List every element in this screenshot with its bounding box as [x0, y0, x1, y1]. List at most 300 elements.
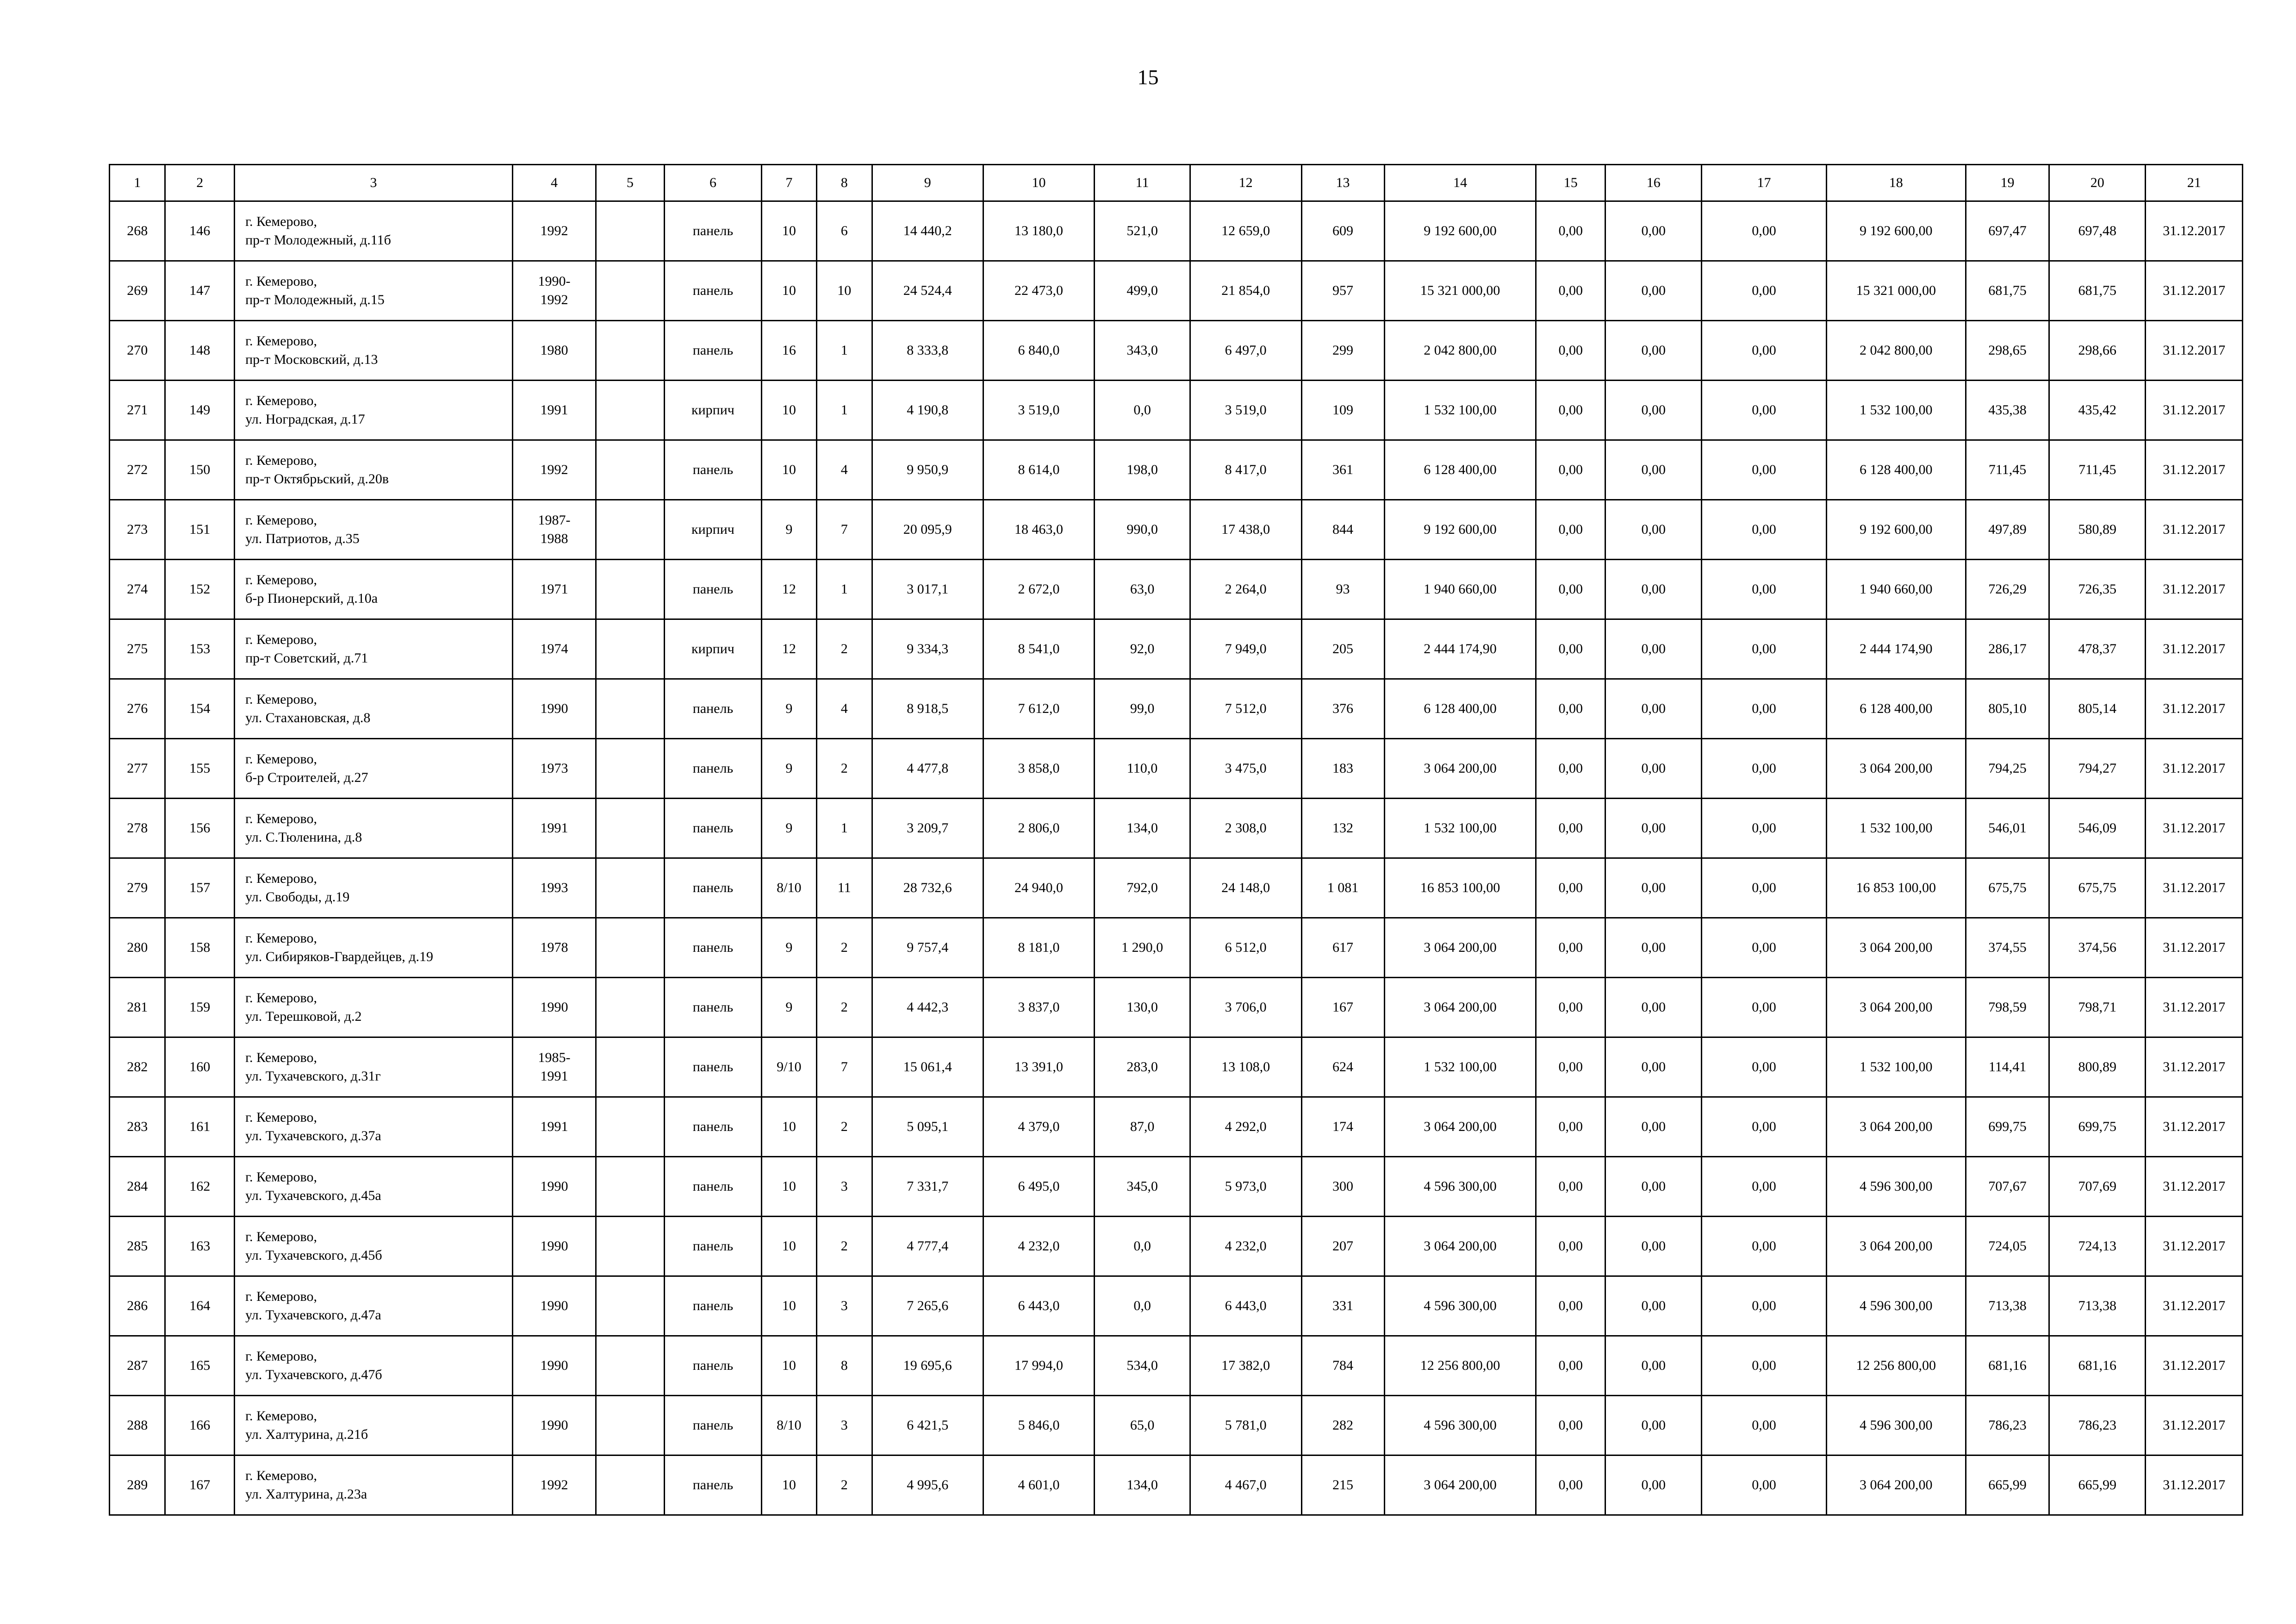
unit-cost-cell: 798,59 — [1966, 978, 2049, 1037]
funding-cell: 0,00 — [1702, 1276, 1826, 1336]
table-row — [110, 261, 2243, 321]
address-street: б-р Пионерский, д.10а — [245, 591, 378, 606]
floors-cell: 10 — [762, 381, 816, 440]
column-5-cell — [596, 1396, 665, 1455]
row-number-cell: 268 — [110, 201, 165, 261]
residential-area-cell: 2 264,0 — [1190, 560, 1301, 619]
completion-date-cell: 31.12.2017 — [2146, 261, 2243, 321]
completion-date-cell: 31.12.2017 — [2146, 1037, 2243, 1097]
address-cell — [235, 619, 513, 679]
commissioning-year-cell — [513, 381, 596, 440]
wall-material-cell: кирпич — [664, 381, 761, 440]
total-cost-cell: 3 064 200,00 — [1384, 1455, 1536, 1515]
residential-area-cell: 17 438,0 — [1190, 500, 1301, 560]
funding-cell: 0,00 — [1605, 1336, 1702, 1396]
column-5-cell — [596, 440, 665, 500]
owners-funds-cell: 1 532 100,00 — [1826, 381, 1966, 440]
wall-material-cell: панель — [664, 1217, 761, 1276]
wall-material-cell: панель — [664, 201, 761, 261]
year-line: 1992 — [540, 1477, 568, 1493]
entrances-cell: 2 — [816, 739, 872, 799]
premises-area-cell: 2 806,0 — [983, 799, 1095, 858]
wall-material-cell: панель — [664, 1455, 761, 1515]
funding-cell: 0,00 — [1702, 619, 1826, 679]
premises-area-cell: 18 463,0 — [983, 500, 1095, 560]
wall-material-cell: панель — [664, 1157, 761, 1217]
total-cost-cell: 9 192 600,00 — [1384, 201, 1536, 261]
residential-area-cell: 7 949,0 — [1190, 619, 1301, 679]
unit-cost-cell: 374,55 — [1966, 918, 2049, 978]
commissioning-year-cell — [513, 560, 596, 619]
floors-cell: 10 — [762, 1455, 816, 1515]
object-number-cell: 165 — [165, 1336, 235, 1396]
wall-material-cell: кирпич — [664, 619, 761, 679]
residential-area-cell: 17 382,0 — [1190, 1336, 1301, 1396]
address-cell — [235, 440, 513, 500]
address-street: ул. Терешковой, д.2 — [245, 1009, 362, 1024]
residents-cell: 167 — [1301, 978, 1384, 1037]
completion-date-cell: 31.12.2017 — [2146, 679, 2243, 739]
unit-cost-limit-cell: 697,48 — [2049, 201, 2146, 261]
residential-area-cell: 6 512,0 — [1190, 918, 1301, 978]
premises-area-cell: 5 846,0 — [983, 1396, 1095, 1455]
address-street: пр-т Московский, д.13 — [245, 352, 378, 367]
funding-cell: 0,00 — [1536, 381, 1605, 440]
address-city: г. Кемерово, — [245, 1289, 317, 1304]
year-line: 1990 — [540, 1358, 568, 1373]
floors-cell: 8/10 — [762, 858, 816, 918]
column-number-11: 11 — [1095, 165, 1190, 201]
row-number-cell: 282 — [110, 1037, 165, 1097]
address-cell — [235, 799, 513, 858]
unit-cost-cell: 726,29 — [1966, 560, 2049, 619]
commissioning-year-cell — [513, 321, 596, 381]
row-number-cell: 283 — [110, 1097, 165, 1157]
year-line: 1991 — [540, 402, 568, 418]
wall-material-cell: панель — [664, 560, 761, 619]
address-city: г. Кемерово, — [245, 274, 317, 289]
address-street: ул. Тухачевского, д.47а — [245, 1307, 381, 1323]
unit-cost-cell: 546,01 — [1966, 799, 2049, 858]
premises-area-cell: 4 601,0 — [983, 1455, 1095, 1515]
total-area-cell: 8 333,8 — [872, 321, 983, 381]
total-cost-cell: 4 596 300,00 — [1384, 1157, 1536, 1217]
floors-cell: 10 — [762, 1276, 816, 1336]
column-5-cell — [596, 1217, 665, 1276]
address-city: г. Кемерово, — [245, 871, 317, 886]
funding-cell: 0,00 — [1605, 201, 1702, 261]
total-area-cell: 9 950,9 — [872, 440, 983, 500]
completion-date-cell: 31.12.2017 — [2146, 739, 2243, 799]
object-number-cell: 166 — [165, 1396, 235, 1455]
owners-funds-cell: 3 064 200,00 — [1826, 918, 1966, 978]
address-street: ул. Тухачевского, д.45а — [245, 1188, 381, 1203]
address-city: г. Кемерово, — [245, 1050, 317, 1065]
object-number-cell: 151 — [165, 500, 235, 560]
funding-cell: 0,00 — [1605, 619, 1702, 679]
funding-cell: 0,00 — [1605, 1037, 1702, 1097]
residential-area-cell: 6 443,0 — [1190, 1276, 1301, 1336]
row-number-cell: 289 — [110, 1455, 165, 1515]
commissioning-year-cell — [513, 1336, 596, 1396]
commissioning-year-cell — [513, 619, 596, 679]
funding-cell: 0,00 — [1536, 978, 1605, 1037]
table-row — [110, 619, 2243, 679]
residents-cell: 624 — [1301, 1037, 1384, 1097]
total-cost-cell: 2 444 174,90 — [1384, 619, 1536, 679]
commissioning-year-cell — [513, 1097, 596, 1157]
total-area-cell: 20 095,9 — [872, 500, 983, 560]
column-5-cell — [596, 619, 665, 679]
unit-cost-cell: 786,23 — [1966, 1396, 2049, 1455]
wall-material-cell: панель — [664, 321, 761, 381]
funding-cell: 0,00 — [1536, 1336, 1605, 1396]
address-city: г. Кемерово, — [245, 692, 317, 707]
unit-cost-limit-cell: 681,16 — [2049, 1336, 2146, 1396]
funding-cell: 0,00 — [1605, 1455, 1702, 1515]
total-area-cell: 3 209,7 — [872, 799, 983, 858]
unit-cost-cell: 675,75 — [1966, 858, 2049, 918]
column-5-cell — [596, 679, 665, 739]
entrances-cell: 1 — [816, 321, 872, 381]
address-cell — [235, 1455, 513, 1515]
residents-cell: 609 — [1301, 201, 1384, 261]
non-residential-area-cell: 130,0 — [1095, 978, 1190, 1037]
floors-cell: 10 — [762, 261, 816, 321]
funding-cell: 0,00 — [1605, 560, 1702, 619]
wall-material-cell: панель — [664, 799, 761, 858]
funding-cell: 0,00 — [1536, 1037, 1605, 1097]
row-number-cell: 280 — [110, 918, 165, 978]
funding-cell: 0,00 — [1536, 1097, 1605, 1157]
funding-cell: 0,00 — [1536, 261, 1605, 321]
entrances-cell: 1 — [816, 560, 872, 619]
address-cell — [235, 918, 513, 978]
address-street: ул. Халтурина, д.21б — [245, 1427, 368, 1442]
unit-cost-limit-cell: 374,56 — [2049, 918, 2146, 978]
funding-cell: 0,00 — [1536, 1217, 1605, 1276]
unit-cost-cell: 805,10 — [1966, 679, 2049, 739]
unit-cost-cell: 298,65 — [1966, 321, 2049, 381]
funding-cell: 0,00 — [1536, 918, 1605, 978]
floors-cell: 10 — [762, 440, 816, 500]
column-5-cell — [596, 261, 665, 321]
owners-funds-cell: 3 064 200,00 — [1826, 1455, 1966, 1515]
non-residential-area-cell: 134,0 — [1095, 799, 1190, 858]
owners-funds-cell: 2 042 800,00 — [1826, 321, 1966, 381]
residents-cell: 957 — [1301, 261, 1384, 321]
commissioning-year-cell — [513, 1455, 596, 1515]
object-number-cell: 147 — [165, 261, 235, 321]
column-number-12: 12 — [1190, 165, 1301, 201]
column-5-cell — [596, 1097, 665, 1157]
address-street: ул. Ноградская, д.17 — [245, 412, 365, 427]
commissioning-year-cell — [513, 858, 596, 918]
address-street: ул. Тухачевского, д.37а — [245, 1128, 381, 1143]
row-number-cell: 287 — [110, 1336, 165, 1396]
residents-cell: 93 — [1301, 560, 1384, 619]
wall-material-cell: панель — [664, 440, 761, 500]
funding-cell: 0,00 — [1702, 858, 1826, 918]
non-residential-area-cell: 99,0 — [1095, 679, 1190, 739]
entrances-cell: 7 — [816, 1037, 872, 1097]
total-area-cell: 24 524,4 — [872, 261, 983, 321]
completion-date-cell: 31.12.2017 — [2146, 918, 2243, 978]
object-number-cell: 158 — [165, 918, 235, 978]
address-street: ул. С.Тюленина, д.8 — [245, 830, 362, 845]
table-row — [110, 1157, 2243, 1217]
object-number-cell: 150 — [165, 440, 235, 500]
completion-date-cell: 31.12.2017 — [2146, 1455, 2243, 1515]
floors-cell: 10 — [762, 1336, 816, 1396]
column-number-7: 7 — [762, 165, 816, 201]
unit-cost-limit-cell: 713,38 — [2049, 1276, 2146, 1336]
funding-cell: 0,00 — [1702, 500, 1826, 560]
funding-cell: 0,00 — [1702, 1455, 1826, 1515]
address-city: г. Кемерово, — [245, 453, 317, 468]
non-residential-area-cell: 198,0 — [1095, 440, 1190, 500]
total-cost-cell: 2 042 800,00 — [1384, 321, 1536, 381]
non-residential-area-cell: 0,0 — [1095, 1217, 1190, 1276]
address-city: г. Кемерово, — [245, 751, 317, 767]
column-5-cell — [596, 799, 665, 858]
floors-cell: 16 — [762, 321, 816, 381]
table-row — [110, 500, 2243, 560]
non-residential-area-cell: 343,0 — [1095, 321, 1190, 381]
unit-cost-cell: 794,25 — [1966, 739, 2049, 799]
address-cell — [235, 1276, 513, 1336]
premises-area-cell: 2 672,0 — [983, 560, 1095, 619]
commissioning-year-cell — [513, 799, 596, 858]
address-cell — [235, 1097, 513, 1157]
year-line: 1990 — [540, 1298, 568, 1313]
column-number-5: 5 — [596, 165, 665, 201]
column-5-cell — [596, 978, 665, 1037]
address-cell — [235, 1217, 513, 1276]
total-area-cell: 9 757,4 — [872, 918, 983, 978]
non-residential-area-cell: 0,0 — [1095, 1276, 1190, 1336]
wall-material-cell: панель — [664, 1037, 761, 1097]
column-5-cell — [596, 500, 665, 560]
total-cost-cell: 9 192 600,00 — [1384, 500, 1536, 560]
unit-cost-cell: 681,16 — [1966, 1336, 2049, 1396]
funding-cell: 0,00 — [1605, 381, 1702, 440]
entrances-cell: 1 — [816, 799, 872, 858]
funding-cell: 0,00 — [1605, 679, 1702, 739]
funding-cell: 0,00 — [1702, 201, 1826, 261]
funding-cell: 0,00 — [1702, 261, 1826, 321]
funding-cell: 0,00 — [1605, 799, 1702, 858]
completion-date-cell: 31.12.2017 — [2146, 201, 2243, 261]
residential-area-cell: 3 475,0 — [1190, 739, 1301, 799]
floors-cell: 10 — [762, 1157, 816, 1217]
total-cost-cell: 12 256 800,00 — [1384, 1336, 1536, 1396]
total-area-cell: 28 732,6 — [872, 858, 983, 918]
address-cell — [235, 321, 513, 381]
funding-cell: 0,00 — [1605, 1276, 1702, 1336]
row-number-cell: 276 — [110, 679, 165, 739]
address-cell — [235, 1396, 513, 1455]
unit-cost-limit-cell: 478,37 — [2049, 619, 2146, 679]
total-area-cell: 8 918,5 — [872, 679, 983, 739]
premises-area-cell: 3 837,0 — [983, 978, 1095, 1037]
owners-funds-cell: 3 064 200,00 — [1826, 1217, 1966, 1276]
address-cell — [235, 1037, 513, 1097]
funding-cell: 0,00 — [1536, 858, 1605, 918]
completion-date-cell: 31.12.2017 — [2146, 799, 2243, 858]
unit-cost-limit-cell: 798,71 — [2049, 978, 2146, 1037]
unit-cost-cell: 699,75 — [1966, 1097, 2049, 1157]
funding-cell: 0,00 — [1536, 500, 1605, 560]
column-number-10: 10 — [983, 165, 1095, 201]
entrances-cell: 2 — [816, 1455, 872, 1515]
owners-funds-cell: 9 192 600,00 — [1826, 201, 1966, 261]
total-cost-cell: 16 853 100,00 — [1384, 858, 1536, 918]
address-city: г. Кемерово, — [245, 811, 317, 826]
table-row — [110, 978, 2243, 1037]
owners-funds-cell: 16 853 100,00 — [1826, 858, 1966, 918]
row-number-cell: 288 — [110, 1396, 165, 1455]
year-line: 1985- — [538, 1050, 571, 1065]
unit-cost-cell: 711,45 — [1966, 440, 2049, 500]
funding-cell: 0,00 — [1702, 321, 1826, 381]
total-area-cell: 19 695,6 — [872, 1336, 983, 1396]
address-street: ул. Свободы, д.19 — [245, 889, 350, 905]
non-residential-area-cell: 534,0 — [1095, 1336, 1190, 1396]
object-number-cell: 161 — [165, 1097, 235, 1157]
wall-material-cell: панель — [664, 261, 761, 321]
entrances-cell: 2 — [816, 1097, 872, 1157]
unit-cost-limit-cell: 298,66 — [2049, 321, 2146, 381]
column-5-cell — [596, 381, 665, 440]
floors-cell: 9 — [762, 978, 816, 1037]
premises-area-cell: 17 994,0 — [983, 1336, 1095, 1396]
commissioning-year-cell — [513, 1037, 596, 1097]
entrances-cell: 3 — [816, 1157, 872, 1217]
year-line: 1971 — [540, 581, 568, 597]
table-row — [110, 560, 2243, 619]
residents-cell: 1 081 — [1301, 858, 1384, 918]
funding-cell: 0,00 — [1702, 1037, 1826, 1097]
unit-cost-limit-cell: 726,35 — [2049, 560, 2146, 619]
row-number-cell: 275 — [110, 619, 165, 679]
table-row — [110, 1217, 2243, 1276]
address-city: г. Кемерово, — [245, 572, 317, 587]
column-number-20: 20 — [2049, 165, 2146, 201]
table-body — [110, 165, 2243, 1515]
funding-cell: 0,00 — [1605, 858, 1702, 918]
object-number-cell: 149 — [165, 381, 235, 440]
non-residential-area-cell: 521,0 — [1095, 201, 1190, 261]
column-5-cell — [596, 1276, 665, 1336]
owners-funds-cell: 6 128 400,00 — [1826, 440, 1966, 500]
total-area-cell: 7 265,6 — [872, 1276, 983, 1336]
commissioning-year-cell — [513, 1157, 596, 1217]
column-5-cell — [596, 1037, 665, 1097]
owners-funds-cell: 2 444 174,90 — [1826, 619, 1966, 679]
object-number-cell: 152 — [165, 560, 235, 619]
address-cell — [235, 739, 513, 799]
completion-date-cell: 31.12.2017 — [2146, 858, 2243, 918]
unit-cost-cell: 497,89 — [1966, 500, 2049, 560]
table-row — [110, 1276, 2243, 1336]
commissioning-year-cell — [513, 918, 596, 978]
non-residential-area-cell: 283,0 — [1095, 1037, 1190, 1097]
floors-cell: 9 — [762, 918, 816, 978]
floors-cell: 10 — [762, 1217, 816, 1276]
address-city: г. Кемерово, — [245, 393, 317, 408]
residents-cell: 784 — [1301, 1336, 1384, 1396]
total-cost-cell: 1 532 100,00 — [1384, 381, 1536, 440]
total-area-cell: 4 777,4 — [872, 1217, 983, 1276]
total-cost-cell: 1 532 100,00 — [1384, 799, 1536, 858]
address-city: г. Кемерово, — [245, 512, 317, 528]
floors-cell: 9 — [762, 679, 816, 739]
address-city: г. Кемерово, — [245, 1468, 317, 1483]
entrances-cell: 4 — [816, 440, 872, 500]
owners-funds-cell: 12 256 800,00 — [1826, 1336, 1966, 1396]
address-street: ул. Тухачевского, д.47б — [245, 1367, 382, 1382]
unit-cost-limit-cell: 711,45 — [2049, 440, 2146, 500]
residential-area-cell: 3 519,0 — [1190, 381, 1301, 440]
address-city: г. Кемерово, — [245, 214, 317, 229]
address-street: пр-т Октябрьский, д.20в — [245, 471, 389, 487]
entrances-cell: 2 — [816, 918, 872, 978]
residents-cell: 300 — [1301, 1157, 1384, 1217]
total-cost-cell: 3 064 200,00 — [1384, 918, 1536, 978]
funding-cell: 0,00 — [1605, 261, 1702, 321]
column-number-row — [110, 165, 2243, 201]
address-city: г. Кемерово, — [245, 1408, 317, 1424]
object-number-cell: 157 — [165, 858, 235, 918]
owners-funds-cell: 4 596 300,00 — [1826, 1157, 1966, 1217]
total-cost-cell: 6 128 400,00 — [1384, 440, 1536, 500]
owners-funds-cell: 15 321 000,00 — [1826, 261, 1966, 321]
table-row — [110, 201, 2243, 261]
funding-cell: 0,00 — [1605, 1396, 1702, 1455]
funding-cell: 0,00 — [1536, 739, 1605, 799]
unit-cost-limit-cell: 435,42 — [2049, 381, 2146, 440]
column-number-19: 19 — [1966, 165, 2049, 201]
unit-cost-limit-cell: 681,75 — [2049, 261, 2146, 321]
premises-area-cell: 6 443,0 — [983, 1276, 1095, 1336]
table-row — [110, 440, 2243, 500]
residents-cell: 207 — [1301, 1217, 1384, 1276]
funding-cell: 0,00 — [1536, 799, 1605, 858]
residents-cell: 299 — [1301, 321, 1384, 381]
non-residential-area-cell: 792,0 — [1095, 858, 1190, 918]
funding-cell: 0,00 — [1702, 381, 1826, 440]
unit-cost-limit-cell: 786,23 — [2049, 1396, 2146, 1455]
column-number-13: 13 — [1301, 165, 1384, 201]
premises-area-cell: 3 858,0 — [983, 739, 1095, 799]
row-number-cell: 281 — [110, 978, 165, 1037]
total-cost-cell: 1 532 100,00 — [1384, 1037, 1536, 1097]
wall-material-cell: панель — [664, 1097, 761, 1157]
funding-cell: 0,00 — [1605, 321, 1702, 381]
year-line: 1988 — [540, 531, 568, 546]
wall-material-cell: панель — [664, 858, 761, 918]
row-number-cell: 270 — [110, 321, 165, 381]
column-number-8: 8 — [816, 165, 872, 201]
year-line: 1992 — [540, 462, 568, 477]
premises-area-cell: 4 232,0 — [983, 1217, 1095, 1276]
residents-cell: 331 — [1301, 1276, 1384, 1336]
premises-area-cell: 13 391,0 — [983, 1037, 1095, 1097]
table-row — [110, 918, 2243, 978]
funding-cell: 0,00 — [1536, 679, 1605, 739]
owners-funds-cell: 4 596 300,00 — [1826, 1396, 1966, 1455]
